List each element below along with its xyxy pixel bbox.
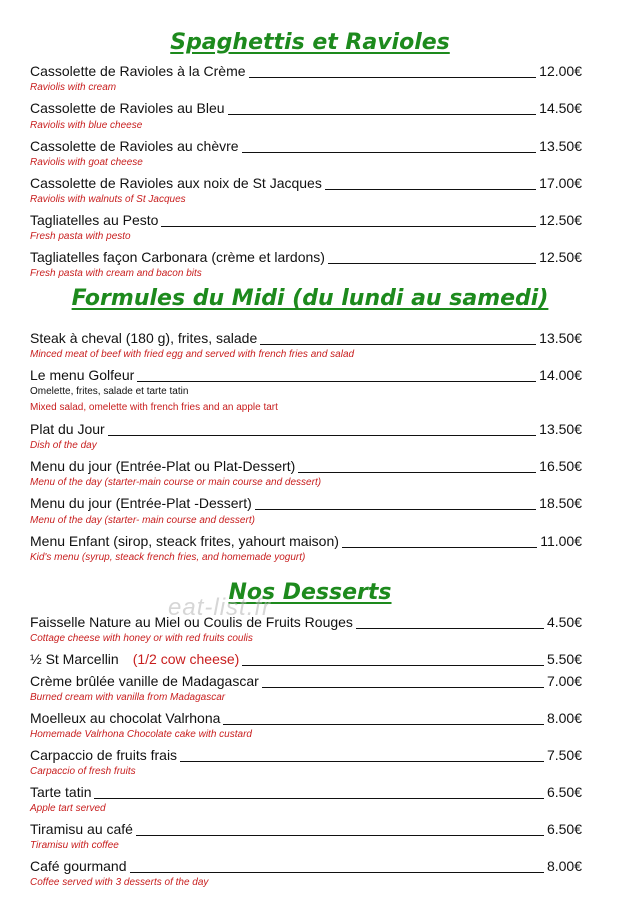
leader-line	[94, 798, 543, 799]
item-name: Tagliatelles façon Carbonara (crème et lardons)	[30, 249, 325, 265]
item-name: Menu Enfant (sirop, steack frites, yahourt maison)	[30, 533, 339, 549]
leader-line	[228, 114, 537, 115]
leader-line	[260, 344, 536, 345]
section-title-desserts: Nos Desserts	[228, 580, 392, 605]
item-name: ½ St Marcellin	[30, 651, 119, 667]
item-note: (1/2 cow cheese)	[132, 651, 240, 667]
item-description-fr: Omelette, frites, salade et tarte tatin	[30, 386, 189, 397]
menu-item	[30, 327, 582, 347]
item-name: Menu du jour (Entrée-Plat -Dessert)	[30, 495, 252, 511]
item-price: 14.00€	[539, 367, 582, 383]
menu-item	[30, 60, 582, 80]
menu-item	[30, 492, 582, 512]
item-description: Cottage cheese with honey or with red fruits coulis	[30, 633, 253, 644]
menu-item	[30, 418, 582, 438]
menu-item	[30, 455, 582, 475]
menu-item	[30, 744, 582, 764]
item-description: Dish of the day	[30, 440, 97, 451]
item-price: 13.50€	[539, 421, 582, 437]
item-price: 17.00€	[539, 175, 582, 191]
menu-item	[30, 530, 582, 550]
item-price: 6.50€	[546, 821, 582, 837]
item-name: Moelleux au chocolat Valrhona	[30, 710, 221, 726]
menu-item	[30, 670, 582, 690]
leader-line	[255, 509, 536, 510]
item-price: 7.00€	[546, 673, 582, 689]
item-name: Tiramisu au café	[30, 821, 133, 837]
item-description: Raviolis with cream	[30, 82, 117, 93]
item-name: Menu du jour (Entrée-Plat ou Plat-Dessert)	[30, 458, 296, 474]
menu-item	[30, 648, 582, 668]
item-price: 12.00€	[539, 63, 582, 79]
item-name: Faisselle Nature au Miel ou Coulis de Fruits Rouges	[30, 614, 353, 630]
item-name: Tarte tatin	[30, 784, 92, 800]
item-description: Fresh pasta with pesto	[30, 231, 131, 242]
leader-line	[242, 152, 537, 153]
leader-line	[108, 435, 536, 436]
item-price: 18.50€	[539, 495, 582, 511]
item-description: Kid's menu (syrup, steack french fries, and homemade yogurt)	[30, 552, 306, 563]
item-price: 13.50€	[539, 138, 582, 154]
item-price: 12.50€	[539, 249, 582, 265]
item-description: Tiramisu with coffee	[30, 840, 119, 851]
leader-line	[298, 472, 536, 473]
menu-item	[30, 364, 582, 384]
menu-item	[30, 707, 582, 727]
item-price: 7.50€	[546, 747, 582, 763]
section-title-formules: Formules du Midi (du lundi au samedi)	[71, 286, 549, 311]
item-description: Minced meat of beef with fried egg and served with french fries and salad	[30, 349, 355, 360]
menu-item	[30, 818, 582, 838]
menu-item	[30, 781, 582, 801]
item-description: Menu of the day (starter-main course or main course and dessert)	[30, 477, 322, 488]
leader-line	[180, 761, 544, 762]
menu-item	[30, 855, 582, 875]
item-price: 12.50€	[539, 212, 582, 228]
item-description: Menu of the day (starter- main course and dessert)	[30, 515, 255, 526]
item-name: Carpaccio de fruits frais	[30, 747, 178, 763]
menu-item	[30, 611, 582, 631]
leader-line	[242, 665, 544, 666]
leader-line	[161, 226, 536, 227]
menu-item	[30, 246, 582, 266]
leader-line	[325, 189, 536, 190]
item-price: 5.50€	[546, 651, 582, 667]
leader-line	[249, 77, 537, 78]
watermark: eat-list.fr	[168, 594, 272, 621]
menu-item	[30, 135, 582, 155]
leader-line	[137, 381, 536, 382]
item-name: Cassolette de Ravioles à la Crème	[30, 63, 246, 79]
item-description: Mixed salad, omelette with french fries and an apple tart	[30, 402, 278, 413]
item-price: 14.50€	[539, 100, 582, 116]
leader-line	[356, 628, 544, 629]
leader-line	[342, 547, 537, 548]
item-description: Fresh pasta with cream and bacon bits	[30, 268, 202, 279]
menu-item	[30, 172, 582, 192]
item-description: Apple tart served	[30, 803, 106, 814]
leader-line	[130, 872, 544, 873]
leader-line	[136, 835, 544, 836]
item-name: Steak à cheval (180 g), frites, salade	[30, 330, 258, 346]
item-price: 8.00€	[546, 710, 582, 726]
item-name: Cassolette de Ravioles au chèvre	[30, 138, 239, 154]
item-price: 4.50€	[546, 614, 582, 630]
item-name: Cassolette de Ravioles aux noix de St Jacques	[30, 175, 322, 191]
item-price: 8.00€	[546, 858, 582, 874]
item-name: Plat du Jour	[30, 421, 105, 437]
menu-item	[30, 209, 582, 229]
item-description: Homemade Valrhona Chocolate cake with custard	[30, 729, 252, 740]
item-description: Raviolis with goat cheese	[30, 157, 143, 168]
item-price: 6.50€	[546, 784, 582, 800]
item-description: Carpaccio of fresh fruits	[30, 766, 136, 777]
menu-item	[30, 97, 582, 117]
item-name: Crème brûlée vanille de Madagascar	[30, 673, 259, 689]
leader-line	[328, 263, 536, 264]
item-name: Tagliatelles au Pesto	[30, 212, 159, 228]
section-title-spaghettis: Spaghettis et Ravioles	[170, 30, 450, 55]
item-description: Burned cream with vanilla from Madagascar	[30, 692, 226, 703]
item-name: Café gourmand	[30, 858, 127, 874]
item-name: Le menu Golfeur	[30, 367, 135, 383]
item-price: 13.50€	[539, 330, 582, 346]
item-name: Cassolette de Ravioles au Bleu	[30, 100, 225, 116]
leader-line	[223, 724, 544, 725]
item-price: 11.00€	[540, 533, 582, 549]
item-price: 16.50€	[539, 458, 582, 474]
leader-line	[262, 687, 544, 688]
item-description: Coffee served with 3 desserts of the day	[30, 877, 209, 888]
item-description: Raviolis with walnuts of St Jacques	[30, 194, 186, 205]
item-description: Raviolis with blue cheese	[30, 120, 143, 131]
